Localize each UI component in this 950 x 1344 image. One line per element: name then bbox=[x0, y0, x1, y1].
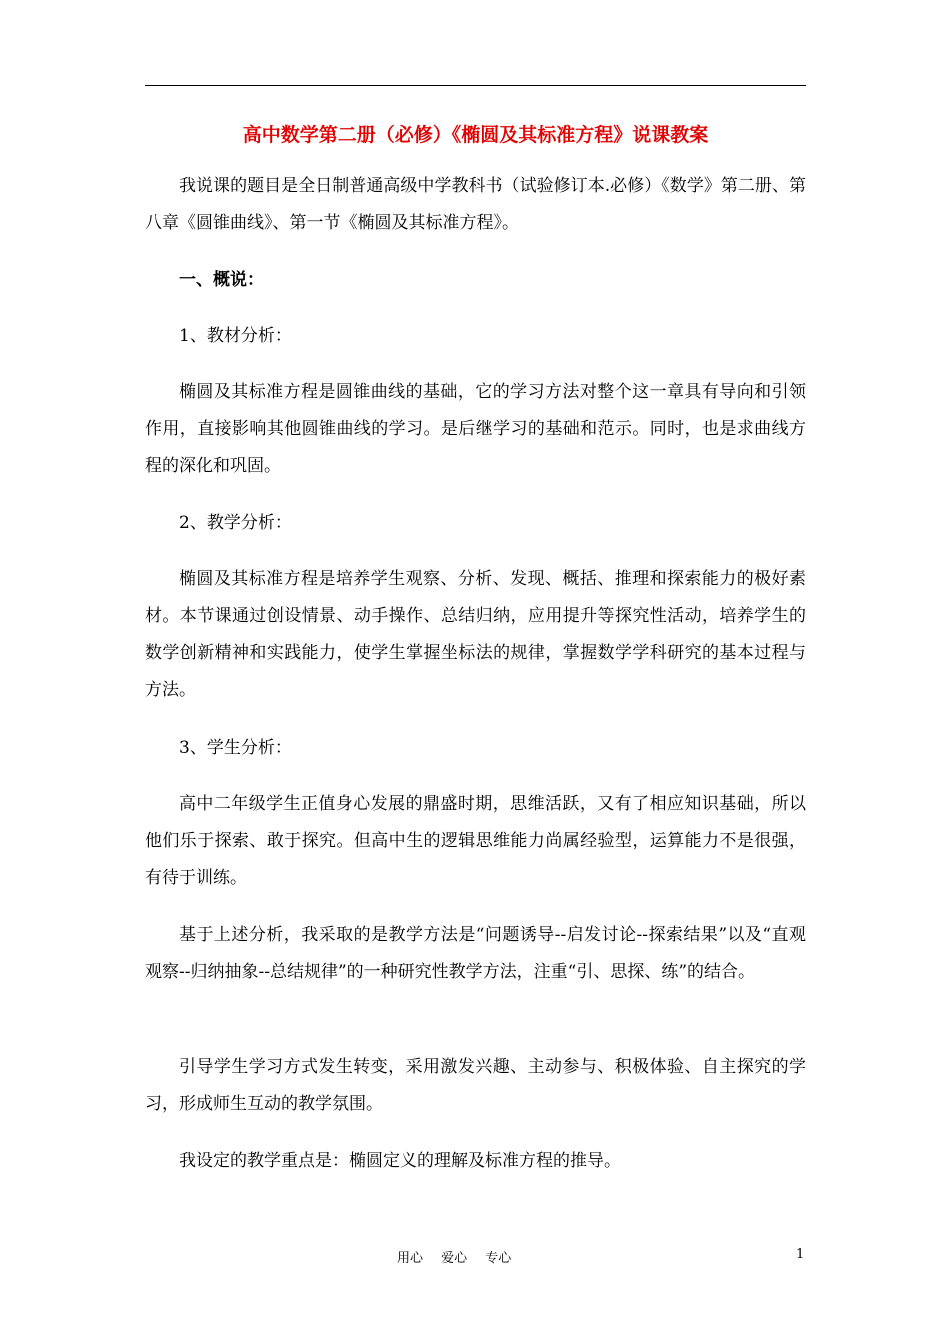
subheading-textbook-analysis: 1、教材分析： bbox=[179, 326, 292, 346]
intro-paragraph: 我说课的题目是全日制普通高级中学教科书（试验修订本.必修）《数学》第二册、第八章《圆锥曲线》、第一节《椭圆及其标准方程》。 bbox=[145, 176, 806, 233]
paragraph-teaching-analysis: 椭圆及其标准方程是培养学生观察、分析、发现、概括、推理和探索能力的极好素材。本节课通过创设情景、动手操作、总结归纳，应用提升等探究性活动，培养学生的数学创新精神和实践能力，使学生掌握坐标法的规律，掌握数学学科研究的基本过程与方法。 bbox=[145, 569, 806, 700]
page-number: 1 bbox=[796, 1247, 805, 1262]
subheading-teaching-analysis: 2、教学分析： bbox=[179, 513, 292, 533]
paragraph-textbook-analysis: 椭圆及其标准方程是圆锥曲线的基础，它的学习方法对整个这一章具有导向和引领作用，直接影响其他圆锥曲线的学习。是后继学习的基础和范示。同时，也是求曲线方程的深化和巩固。 bbox=[145, 382, 806, 476]
header-rule bbox=[145, 85, 806, 86]
paragraph-teaching-method: 基于上述分析，我采取的是教学方法是“问题诱导--启发讨论--探索结果”以及“直观观察--归纳抽象--总结规律”的一种研究性教学方法，注重“引、思探、练”的结合。 bbox=[145, 925, 806, 982]
footer-motto: 用心 爱心 专心 bbox=[397, 1251, 512, 1266]
subheading-student-analysis: 3、学生分析： bbox=[179, 738, 292, 758]
paragraph-key-point: 我设定的教学重点是：椭圆定义的理解及标准方程的推导。 bbox=[179, 1151, 621, 1171]
section-heading-overview: 一、概说： bbox=[179, 270, 264, 290]
paragraph-learning-mode: 引导学生学习方式发生转变，采用激发兴趣、主动参与、积极体验、自主探究的学习，形成师生互动的教学氛围。 bbox=[145, 1057, 806, 1114]
document-title: 高中数学第二册（必修）《椭圆及其标准方程》说课教案 bbox=[242, 124, 709, 146]
paragraph-student-analysis: 高中二年级学生正值身心发展的鼎盛时期，思维活跃，又有了相应知识基础，所以他们乐于探索、敢于探究。但高中生的逻辑思维能力尚属经验型，运算能力不是很强，有待于训练。 bbox=[145, 794, 806, 888]
